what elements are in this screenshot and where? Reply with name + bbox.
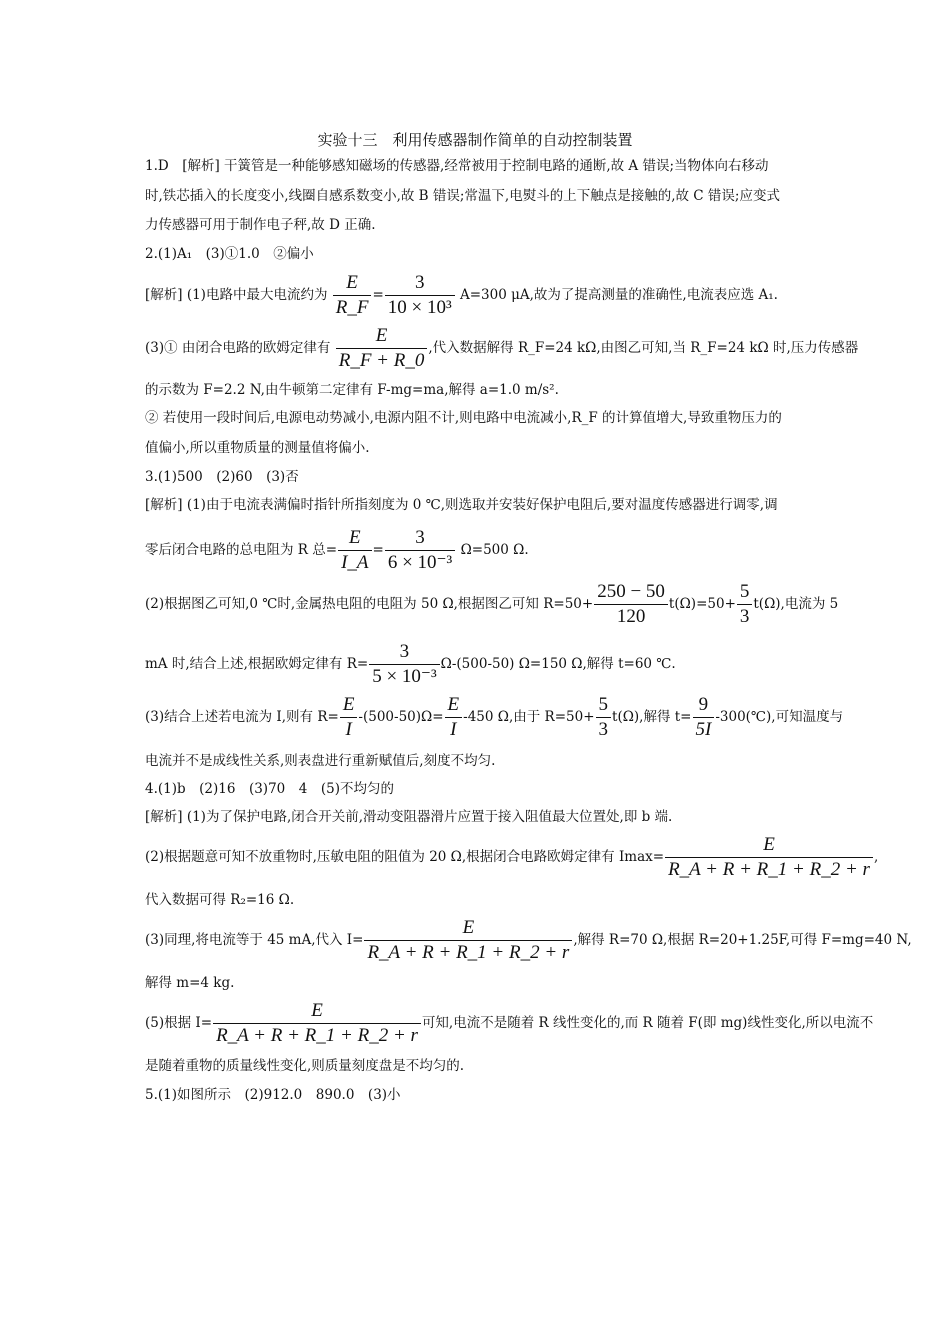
formula-i-sum: $\frac{E}{R\_A + R + R\_1 + R\_2 + r}$ [364, 917, 572, 964]
q1-line-2: 时,铁芯插入的长度变小,线圈自感系数变小,故 B 错误;常温下,电熨斗的上下触点是接触的,故 C 错误;应变式 [145, 188, 780, 204]
q4-analysis-7: 是随着重物的质量线性变化,则质量刻度盘是不均匀的. [145, 1058, 465, 1074]
formula-e-over-i-2: $\frac{E}{I}$ [445, 694, 463, 741]
q2-analysis-2: (3)① 由闭合电路的欧姆定律有 $\frac{E}{R\_F + R\_0}$ ,代入数据解得 R_F=24 kΩ,由图乙可知,当 R_F=24 kΩ 时,压力传感器 [145, 325, 859, 371]
formula-5-over-3: $\frac{5}{3}$ [737, 581, 753, 628]
formula-e-over-i: $\frac{E}{I}$ [340, 694, 358, 741]
formula-200-over-120: $\frac{250 - 50}{120}$ [594, 581, 668, 628]
page-title: 实验十三 利用传感器制作简单的自动控制装置 [317, 131, 633, 149]
formula-e-over-ia: $\frac{E}{I\_A}$ [338, 527, 371, 574]
q4-analysis-1: [解析] (1)为了保护电路,闭合开关前,滑动变阻器滑片应置于接入阻值最大位置处,即 b 端. [145, 809, 673, 825]
q1-line-3: 力传感器可用于制作电子秤,故 D 正确. [145, 217, 376, 233]
formula-i-sum-2: $\frac{E}{R\_A + R + R\_1 + R\_2 + r}$ [213, 1000, 421, 1047]
q2-analysis-3: 的示数为 F=2.2 N,由牛顿第二定律有 F-mg=ma,解得 a=1.0 m/s². [145, 382, 559, 398]
q1-line-1: 1.D [解析] 干簧管是一种能够感知磁场的传感器,经常被用于控制电路的通断,故 A 错误;当物体向右移动 [145, 158, 769, 174]
formula-e-over-rf: $\frac{E}{R\_F}$ [333, 272, 372, 319]
formula-3-over-10e3: $\frac{3}{\text{10 × 10³}}$ [385, 272, 455, 319]
formula-9-over-5i: $\frac{9}{5I}$ [693, 694, 715, 741]
q3-answer: 3.(1)500 (2)60 (3)否 [145, 469, 299, 485]
formula-5-over-3-2: $\frac{5}{3}$ [596, 694, 612, 741]
q4-analysis-2: (2)根据题意可知不放重物时,压敏电阻的阻值为 20 Ω,根据闭合电路欧姆定律有 Imax= $\frac{E}{R\_A + R + R\_1 + R\_2 + r}$ , [145, 834, 879, 880]
q3-analysis-4: mA 时,结合上述,根据欧姆定律有 R= $\frac{3}{\text{5 × 10⁻³}}$ Ω-(500-50) Ω=150 Ω,解得 t=60 ℃. [145, 641, 676, 687]
q4-analysis-3: 代入数据可得 R₂=16 Ω. [145, 892, 295, 908]
q4-analysis-4: (3)同理,将电流等于 45 mA,代入 I= $\frac{E}{R\_A + R + R\_1 + R\_2 + r}$ ,解得 R=70 Ω,根据 R=20+1.25F,可得 F=mg=40 N, [145, 917, 912, 963]
q3-analysis-1: [解析] (1)由于电流表满偏时指针所指刻度为 0 ℃,则选取并安装好保护电阻后,要对温度传感器进行调零,调 [145, 497, 778, 513]
q4-analysis-5: 解得 m=4 kg. [145, 975, 235, 991]
formula-imax: $\frac{E}{R\_A + R + R\_1 + R\_2 + r}$ [665, 834, 873, 881]
q3-analysis-3: (2)根据图乙可知,0 ℃时,金属热电阻的电阻为 50 Ω,根据图乙可知 R=50+ $\frac{250 - 50}{120}$ t(Ω)=50+ $\frac{5}{3}$ t(Ω),电流为 5 [145, 581, 839, 627]
q2-analysis-1: [解析] (1)电路中最大电流约为 $\frac{E}{R\_F}$ = $\frac{3}{\text{10 × 10³}}$ A=300 μA,故为了提高测量的准确性,电流表应选 A₁. [145, 272, 778, 318]
q2-analysis-5: 值偏小,所以重物质量的测量值将偏小. [145, 440, 370, 456]
q5-answer: 5.(1)如图所示 (2)912.0 890.0 (3)小 [145, 1087, 401, 1103]
q3-analysis-6: 电流并不是成线性关系,则表盘进行重新赋值后,刻度不均匀. [145, 753, 496, 769]
q3-analysis-5: (3)结合上述若电流为 I,则有 R= $\frac{E}{I}$ -(500-50)Ω= $\frac{E}{I}$ -450 Ω,由于 R=50+ $\frac{5}{3}$ t(Ω),解得 t= $\frac{9}{5I}$ -300(℃),可知温度与 [145, 694, 844, 740]
q3-analysis-2: 零后闭合电路的总电阻为 R 总= $\frac{E}{I\_A}$ = $\frac{3}{\text{6 × 10⁻³}}$ Ω=500 Ω. [145, 527, 529, 573]
q4-answer: 4.(1)b (2)16 (3)70 4 (5)不均匀的 [145, 781, 394, 797]
formula-3-over-5e-3: $\frac{3}{\text{5 × 10⁻³}}$ [369, 641, 439, 688]
q2-answer: 2.(1)A₁ (3)①1.0 ②偏小 [145, 246, 314, 262]
q4-analysis-6: (5)根据 I= $\frac{E}{R\_A + R + R\_1 + R\_2 + r}$ 可知,电流不是随着 R 线性变化的,而 R 随着 F(即 mg)线性变化,所以电流不 [145, 1000, 874, 1046]
formula-e-over-rf-r0: $\frac{E}{R\_F + R\_0}$ [336, 325, 428, 372]
q2-analysis-4: ② 若使用一段时间后,电源电动势减小,电源内阻不计,则电路中电流减小,R_F 的计算值增大,导致重物压力的 [145, 410, 782, 426]
formula-3-over-6e-3: $\frac{3}{\text{6 × 10⁻³}}$ [385, 527, 455, 574]
